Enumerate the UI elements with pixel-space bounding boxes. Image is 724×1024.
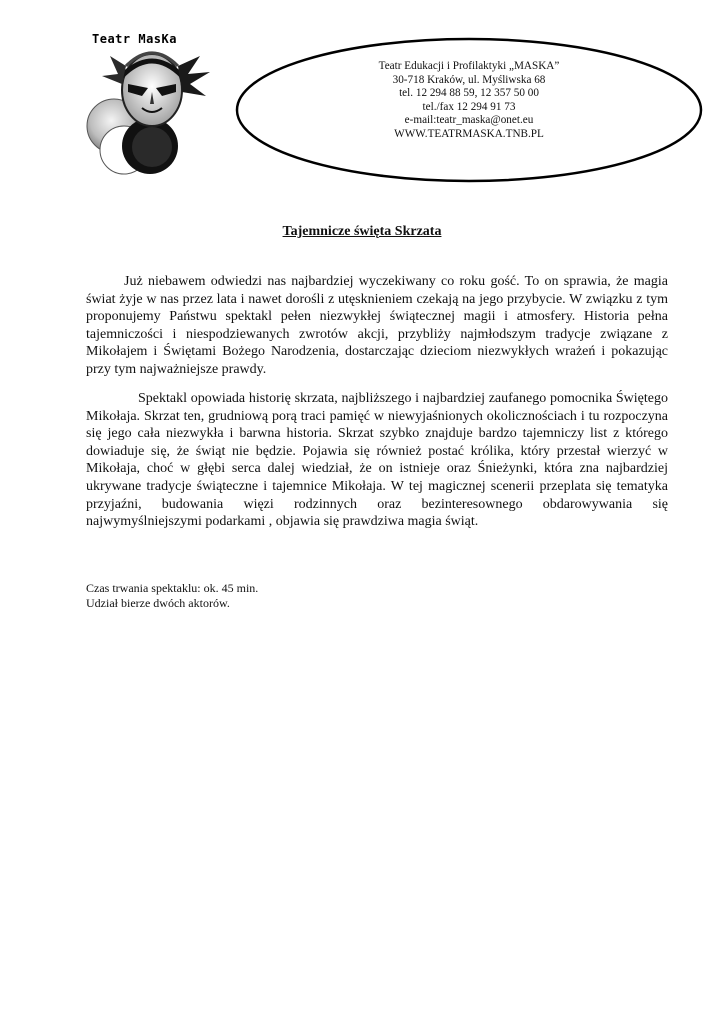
actors-text: Udział bierze dwóch aktorów. bbox=[86, 596, 230, 610]
paragraph-story: Spektakl opowiada historię skrzata, najbliższego i najbardziej zaufanego pomocnika Świętego Mikołaja. Skrzat ten, grudniową porą traci pamięć w niewyjaśnionych okolicznościach i tu rozpoczyna się jego cała niezwykła i barwna historia. Skrzat szybko znajduje bardzo tajemniczy list z którego dowiaduje się, że świąt nie będzie. Pojawia się również postać królika, który przestał wierzyć w Mikołaja, choć w głębi serca dalej wiedział, że on istnieje oraz Śnieżynki, która zna najbardziej ukrywane tradycje świąteczne i tajemnice Mikołaja. W tej magicznej scenerii przeplata się tematyka przyjaźni, budowania więzi rodzinnych oraz bezinteresownego obdarowywania się najwymyślniejszymi podarkami , objawia się prawdziwa magia świąt. bbox=[86, 391, 668, 530]
contact-address: 30-718 Kraków, ul. Myśliwska 68 bbox=[392, 73, 546, 86]
contact-fax: tel./fax 12 294 91 73 bbox=[422, 100, 516, 113]
mask-logo-icon bbox=[78, 26, 218, 186]
paragraph-intro: Już niebawem odwiedzi nas najbardziej wyczekiwany co roku gość. To on sprawia, że magia świat żyje w nas przez lata i nawet dorośli z utęsknieniem czekają na jego przybycie. W związku z tym proponujemy Państwu spektakl pełen niezwykłej świątecznej magii i atmosfery. Historia pełna tajemniczości i niespodziewanych zwrotów akcji, przybliży najmłodszym tradycje związane z Mikołajem i Świętami Bożego Narodzenia, dostarczając dzieciom niezwykłych wrażeń i pokazując przy tym najważniejsze prawdy. bbox=[86, 274, 668, 377]
contact-info-box bbox=[234, 36, 704, 184]
contact-website: WWW.TEATRMASKA.TNB.PL bbox=[394, 127, 544, 140]
contact-lines bbox=[234, 60, 704, 142]
contact-phone: tel. 12 294 88 59, 12 357 50 00 bbox=[399, 87, 539, 100]
theatre-mask-logo bbox=[78, 26, 218, 186]
duration-text: Czas trwania spektaklu: ok. 45 min. bbox=[86, 581, 259, 595]
contact-theatre-name: Teatr Edukacji i Profilaktyki „MASKA” bbox=[378, 60, 560, 72]
document-title: Tajemnicze święta Skrzata bbox=[282, 224, 442, 239]
logo-text: Teatr MasKa bbox=[92, 32, 177, 46]
footer-info bbox=[86, 581, 258, 611]
contact-email: e-mail:teatr_maska@onet.eu bbox=[404, 114, 534, 127]
